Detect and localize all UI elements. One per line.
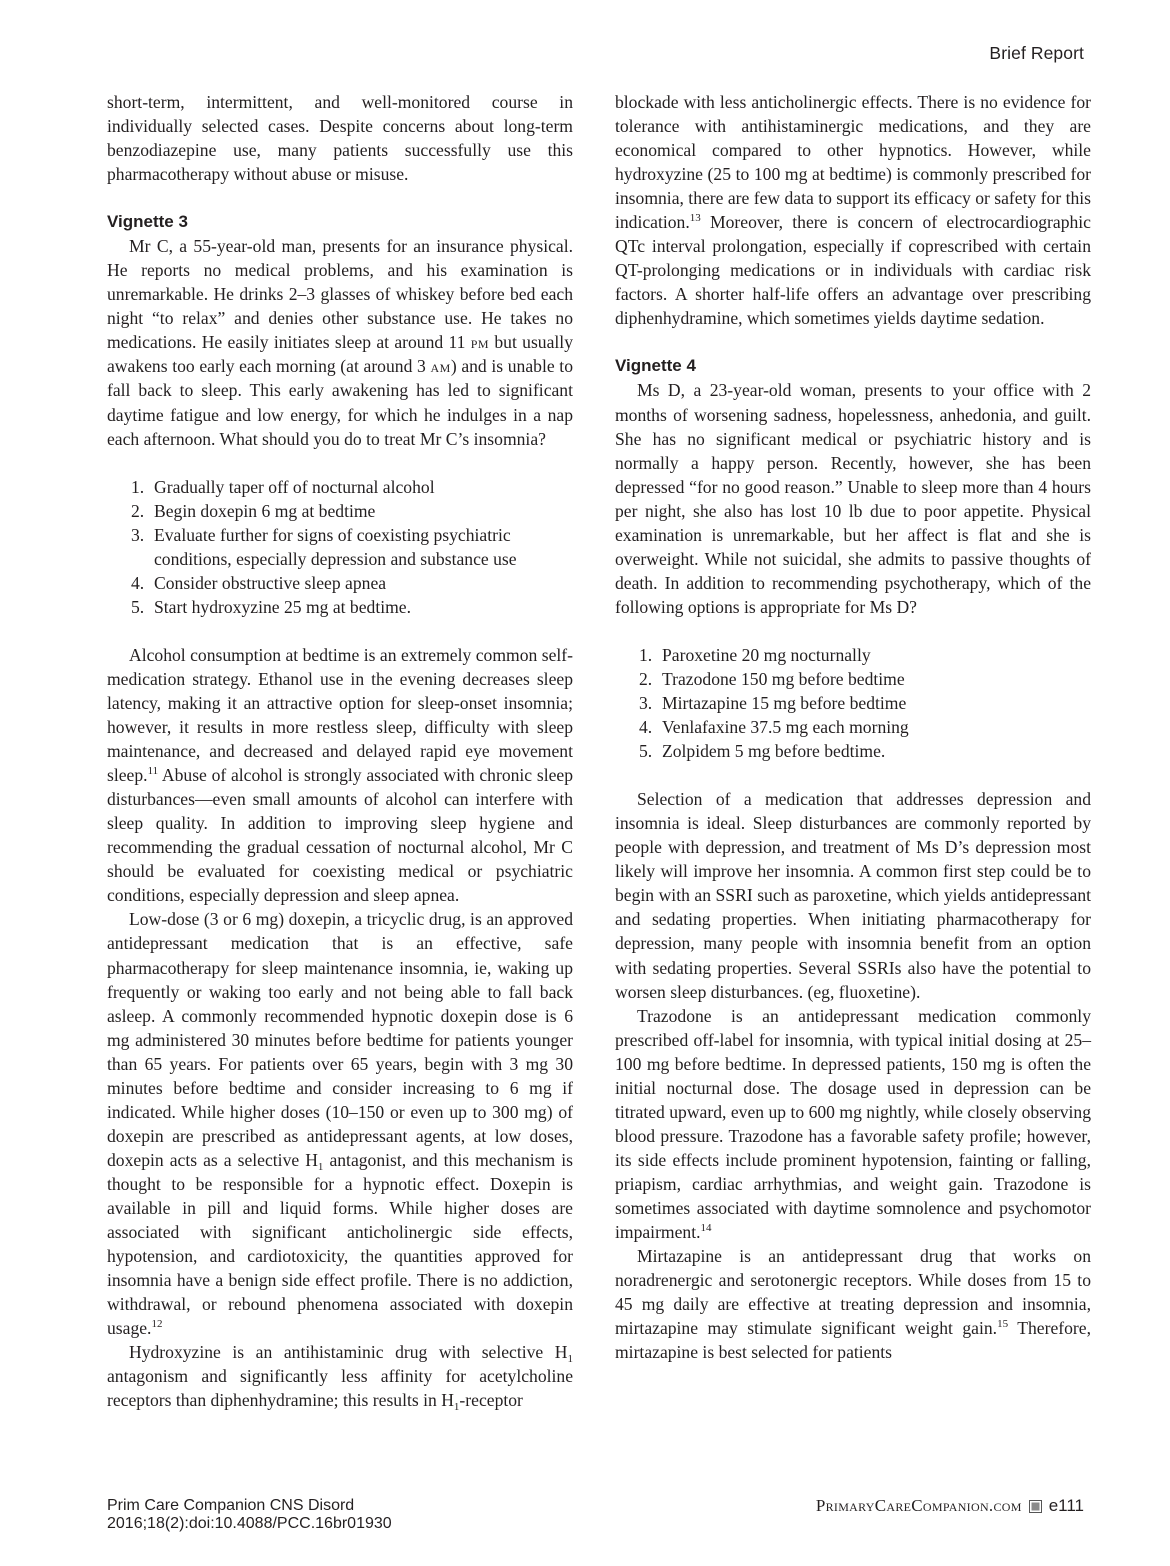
body-text: -receptor xyxy=(459,1390,523,1411)
vignette-4-heading: Vignette 4 xyxy=(615,356,696,376)
option-number: 1. xyxy=(131,476,145,497)
option-text: Mirtazapine 15 mg before bedtime xyxy=(662,693,907,714)
body-text: Mirtazapine is an antidepressant drug that works on noradrenergic and serotonergic receptors. While doses from 15 to 45 mg daily are effective at treating depression and insomnia, mirtazapine may stimulate significant weight gain. xyxy=(615,1246,1091,1339)
body-text: Alcohol consumption at bedtime is an extremely common self-medication strategy. Ethanol use in the evening decreases sleep latency, making it an attractive option for sleep-onset insomnia; however, it results in more restless sleep, difficulty with sleep maintenance, and decreased and delayed rapid eye movement sleep. xyxy=(107,644,573,786)
paragraph-mirtazapine xyxy=(615,1244,1091,1364)
option-text: Begin doxepin 6 mg at bedtime xyxy=(154,500,376,521)
reference-15: 15 xyxy=(997,1318,1009,1331)
vignette-3-case xyxy=(107,234,573,450)
option-text: Evaluate further for signs of coexisting psychiatric conditions, especially depression and substance use xyxy=(154,524,517,569)
left-column xyxy=(107,90,573,1412)
option-item xyxy=(107,523,573,571)
right-column xyxy=(615,90,1091,1364)
subscript-1: 1 xyxy=(317,1160,324,1173)
paragraph-intro: short-term, intermittent, and well-monitored course in individually selected cases. Despite concerns about long-term benzodiazepine use, many patients successfully use this pharmacotherapy without abuse or misuse. xyxy=(107,92,573,185)
paragraph-hydroxyzine xyxy=(107,1340,573,1412)
option-text: Consider obstructive sleep apnea xyxy=(154,572,387,593)
case-text: Mr C, a 55-year-old man, presents for an insurance physical. He reports no medical problems, and his examination is unremarkable. He drinks 2–3 glasses of whiskey before bed each night “to relax” and denies other substance use. He takes no medications. He easily initiates sleep at around 11 xyxy=(107,236,573,353)
running-head: Brief Report xyxy=(989,43,1084,63)
option-item xyxy=(615,691,1091,715)
option-text: Gradually taper off of nocturnal alcohol xyxy=(154,476,435,497)
body-text: blockade with less anticholinergic effects. There is no evidence for tolerance with antihistaminergic medications, and they are economical compared to other hypnotics. However, while hydroxyzine (25 to 100 mg at bedtime) is commonly prescribed for insomnia, there are few data to support its efficacy or safety for this indication. xyxy=(615,92,1092,233)
option-text: Trazodone 150 mg before bedtime xyxy=(662,668,905,689)
body-text: Low-dose (3 or 6 mg) doxepin, a tricyclic drug, is an approved antidepressant medication that is an effective, safe pharmacotherapy for sleep maintenance insomnia, ie, waking up frequently or waking too early and not being able to fall back asleep. A commonly recommended hypnotic doxepin dose is 6 mg administered 30 minutes before bedtime for patients younger than 65 years. For patients over 65 years, begin with 3 mg 30 minutes before bedtime and consider increasing to 6 mg if indicated. While higher doses (10–150 or even up to 300 mg) of doxepin are prescribed as antidepressant agents, at low doses, doxepin acts as a selective H xyxy=(107,909,573,1170)
option-number: 4. xyxy=(639,717,653,738)
time-pm: pm xyxy=(470,332,490,353)
case-text: ) and is unable to fall back to sleep. This early awakening has led to significant daytime fatigue and low energy, for which he indulges in a nap each afternoon. What should you do to treat Mr C’s insomnia? xyxy=(107,356,573,449)
body-text: Hydroxyzine is an antihistaminic drug with selective H xyxy=(129,1342,568,1363)
paragraph-hydroxyzine-continued xyxy=(615,90,1091,330)
footer-site xyxy=(816,1497,1084,1515)
subscript-1: 1 xyxy=(567,1353,573,1366)
paragraph-doxepin xyxy=(107,907,573,1340)
vignette-4-options xyxy=(615,643,1091,763)
paragraph-trazodone xyxy=(615,1004,1091,1244)
reference-11: 11 xyxy=(147,765,159,778)
option-number: 3. xyxy=(131,524,145,545)
square-bullet-icon xyxy=(1029,1500,1042,1513)
option-number: 5. xyxy=(639,741,653,762)
option-item xyxy=(615,715,1091,739)
vignette-4-case: Ms D, a 23-year-old woman, presents to your office with 2 months of worsening sadness, hopelessness, anhedonia, and guilt. She has no significant medical or psychiatric history and is normally a happy person. Recently, however, she has been depressed “for no good reason.” Unable to sleep more than 4 hours per night, she also has lost 10 lb due to poor appetite. Physical examination is unremarkable, but her affect is flat and she is overweight. While not suicidal, she admits to passive thoughts of death. In addition to recommending psychotherapy, which of the following options is appropriate for Ms D? xyxy=(615,380,1091,617)
subscript-1: 1 xyxy=(453,1401,460,1414)
vignette-3-options xyxy=(107,475,573,619)
option-number: 2. xyxy=(131,500,145,521)
option-text: Zolpidem 5 mg before bedtime. xyxy=(662,741,886,762)
option-item xyxy=(107,571,573,595)
page-number: e111 xyxy=(1048,1496,1084,1515)
option-number: 1. xyxy=(639,644,653,665)
body-text: antagonism and significantly less affinity for acetylcholine receptors than diphenhydramine; this results in H xyxy=(107,1366,573,1411)
option-item xyxy=(107,475,573,499)
option-item xyxy=(107,499,573,523)
option-text: Venlafaxine 37.5 mg each morning xyxy=(662,717,909,738)
reference-13: 13 xyxy=(689,212,701,225)
time-am: am xyxy=(430,356,451,377)
doi-citation: 2016;18(2):doi:10.4088/PCC.16br01930 xyxy=(107,1515,392,1532)
case-text: but usually awakens too early each morning (at around 3 xyxy=(107,332,573,377)
paragraph-selection: Selection of a medication that addresses depression and insomnia is ideal. Sleep disturbances are commonly reported by people with depression, and treatment of Ms D’s depression most likely will improve her insomnia. A common first step could be to begin with an SSRI such as paroxetine, which yields antidepressant and sedating properties. When initiating pharmacotherapy for depression, many people with insomnia benefit from an option with sedating properties. Several SSRIs also have the potential to worsen sleep disturbances. (eg, fluoxetine). xyxy=(615,789,1091,1002)
option-number: 2. xyxy=(639,668,653,689)
option-number: 3. xyxy=(639,693,653,714)
reference-12: 12 xyxy=(151,1318,163,1331)
journal-name: Prim Care Companion CNS Disord xyxy=(107,1497,355,1514)
body-text: Trazodone is an antidepressant medication commonly prescribed off-label for insomnia, with typical initial dosing at 25–100 mg before bedtime. In depressed patients, 150 mg is often the initial nocturnal dose. The dosage used in depression can be titrated upward, even up to 600 mg nightly, while closely observing blood pressure. Trazodone has a favorable safety profile; however, its side effects include prominent hypotension, fainting or falling, priapism, cardiac arrhythmias, and weight gain. Trazodone is sometimes associated with daytime somnolence and psychomotor impairment. xyxy=(615,1005,1091,1243)
option-item xyxy=(107,595,573,619)
body-text: antagonist, and this mechanism is thought to be responsible for a hypnotic effect. Doxepin is available in pill and liquid forms. While higher doses are associated with significant anticholinergic side effects, hypotension, and cardiotoxicity, the quantities approved for insomnia have a benign side effect profile. There is no addiction, withdrawal, or rebound phenomena associated with doxepin usage. xyxy=(107,1149,573,1339)
body-text: Therefore, mirtazapine is best selected for patients xyxy=(615,1318,1091,1363)
option-number: 4. xyxy=(131,572,145,593)
footer-citation xyxy=(107,1497,392,1533)
option-item xyxy=(615,643,1091,667)
vignette-3-heading: Vignette 3 xyxy=(107,212,188,232)
option-item xyxy=(615,739,1091,763)
reference-14: 14 xyxy=(700,1222,712,1235)
option-text: Start hydroxyzine 25 mg at bedtime. xyxy=(154,596,412,617)
option-item xyxy=(615,667,1091,691)
option-number: 5. xyxy=(131,596,145,617)
body-text: Abuse of alcohol is strongly associated with chronic sleep disturbances—even small amounts of alcohol can interfere with sleep quality. In addition to improving sleep hygiene and recommending the gradual cessation of nocturnal alcohol, Mr C should be evaluated for coexisting medical or psychiatric conditions, especially depression and sleep apnea. xyxy=(107,765,573,906)
website-link[interactable]: PrimaryCareCompanion.com xyxy=(815,1496,1022,1515)
paragraph-alcohol xyxy=(107,643,573,908)
option-text: Paroxetine 20 mg nocturnally xyxy=(662,644,871,665)
body-text: Moreover, there is concern of electrocardiographic QTc interval prolongation, especially if coprescribed with certain QT-prolonging medications or in individuals with cardiac risk factors. A shorter half-life offers an advantage over prescribing diphenhydramine, which sometimes yields daytime sedation. xyxy=(615,212,1091,329)
